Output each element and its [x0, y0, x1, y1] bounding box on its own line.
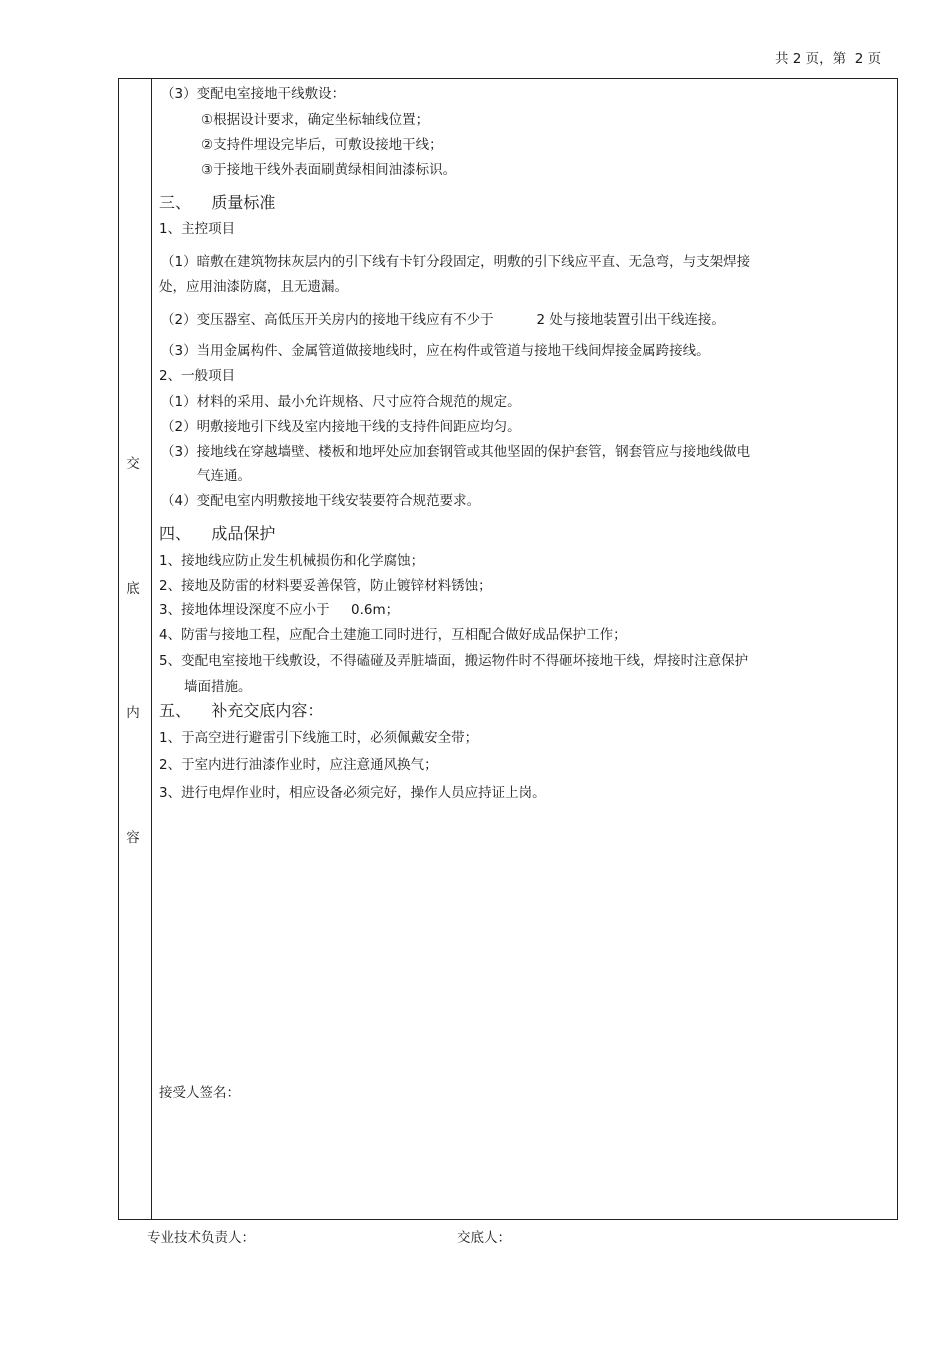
side-label-char: 内 [126, 705, 140, 721]
content-line: 1、主控项目 [159, 221, 236, 237]
receiver-signature-label: 接受人签名： [159, 1085, 240, 1101]
content-line: 2、于室内进行油漆作业时，应注意通风换气； [159, 757, 438, 773]
content-line: （2）明敷接地引下线及室内接地干线的支持件间距应均匀。 [161, 419, 521, 435]
side-label-char: 底 [126, 581, 140, 597]
section-heading: 五、 补充交底内容： [159, 701, 324, 720]
content-line: ②支持件埋设完毕后，可敷设接地干线； [201, 137, 443, 153]
content-line: 处，应用油漆防腐，且无遗漏。 [159, 279, 348, 295]
side-label-char: 交 [126, 456, 140, 472]
presenter-signature-label: 交底人： [457, 1230, 511, 1246]
disclosure-table [118, 78, 898, 1220]
content-line: 1、接地线应防止发生机械损伤和化学腐蚀； [159, 553, 425, 569]
content-line: （2）变压器室、高低压开关房内的接地干线应有不少于 2 处与接地装置引出干线连接。 [161, 312, 725, 328]
content-line: 墙面措施。 [184, 679, 252, 695]
content-line: （1）暗敷在建筑物抹灰层内的引下线有卡钉分段固定，明敷的引下线应平直、无急弯，与支架焊接 [161, 254, 751, 270]
content-line: 3、接地体埋设深度不应小于 0.6m； [159, 602, 400, 618]
content-line: 2、接地及防雷的材料要妥善保管，防止镀锌材料锈蚀； [159, 578, 492, 594]
side-label-char: 容 [126, 830, 140, 846]
tech-lead-signature-label: 专业技术负责人： [147, 1230, 255, 1246]
content-line: 3、进行电焊作业时，相应设备必须完好，操作人员应持证上岗。 [159, 785, 546, 801]
content-line: ①根据设计要求，确定坐标轴线位置； [201, 112, 430, 128]
content-line: 4、防雷与接地工程，应配合土建施工同时进行，互相配合做好成品保护工作； [159, 627, 627, 643]
content-line: 2、一般项目 [159, 368, 236, 384]
content-line: ③于接地干线外表面刷黄绿相间油漆标识。 [201, 162, 457, 178]
content-line: （3）接地线在穿越墙壁、楼板和地坪处应加套钢管或其他坚固的保护套管，钢套管应与接地线做电 [161, 444, 751, 460]
content-line: （1）材料的采用、最小允许规格、尺寸应符合规范的规定。 [161, 394, 521, 410]
content-line: （3）当用金属构件、金属管道做接地线时，应在构件或管道与接地干线间焊接金属跨接线。 [161, 343, 710, 359]
content-line: 5、变配电室接地干线敷设，不得磕碰及弄脏墙面，搬运物件时不得砸坏接地干线，焊接时注意保护 [159, 653, 749, 669]
column-divider [151, 78, 152, 1220]
section-heading: 三、 质量标准 [159, 193, 276, 212]
content-line: （3）变配电室接地干线敷设： [161, 86, 346, 102]
content-line: 气连通。 [197, 468, 251, 484]
content-line: （4）变配电室内明敷接地干线安装要符合规范要求。 [161, 493, 481, 509]
section-heading: 四、 成品保护 [159, 524, 276, 543]
page-info: 共 2 页，第 2 页 [775, 51, 882, 67]
content-line: 1、于高空进行避雷引下线施工时，必须佩戴安全带； [159, 730, 479, 746]
